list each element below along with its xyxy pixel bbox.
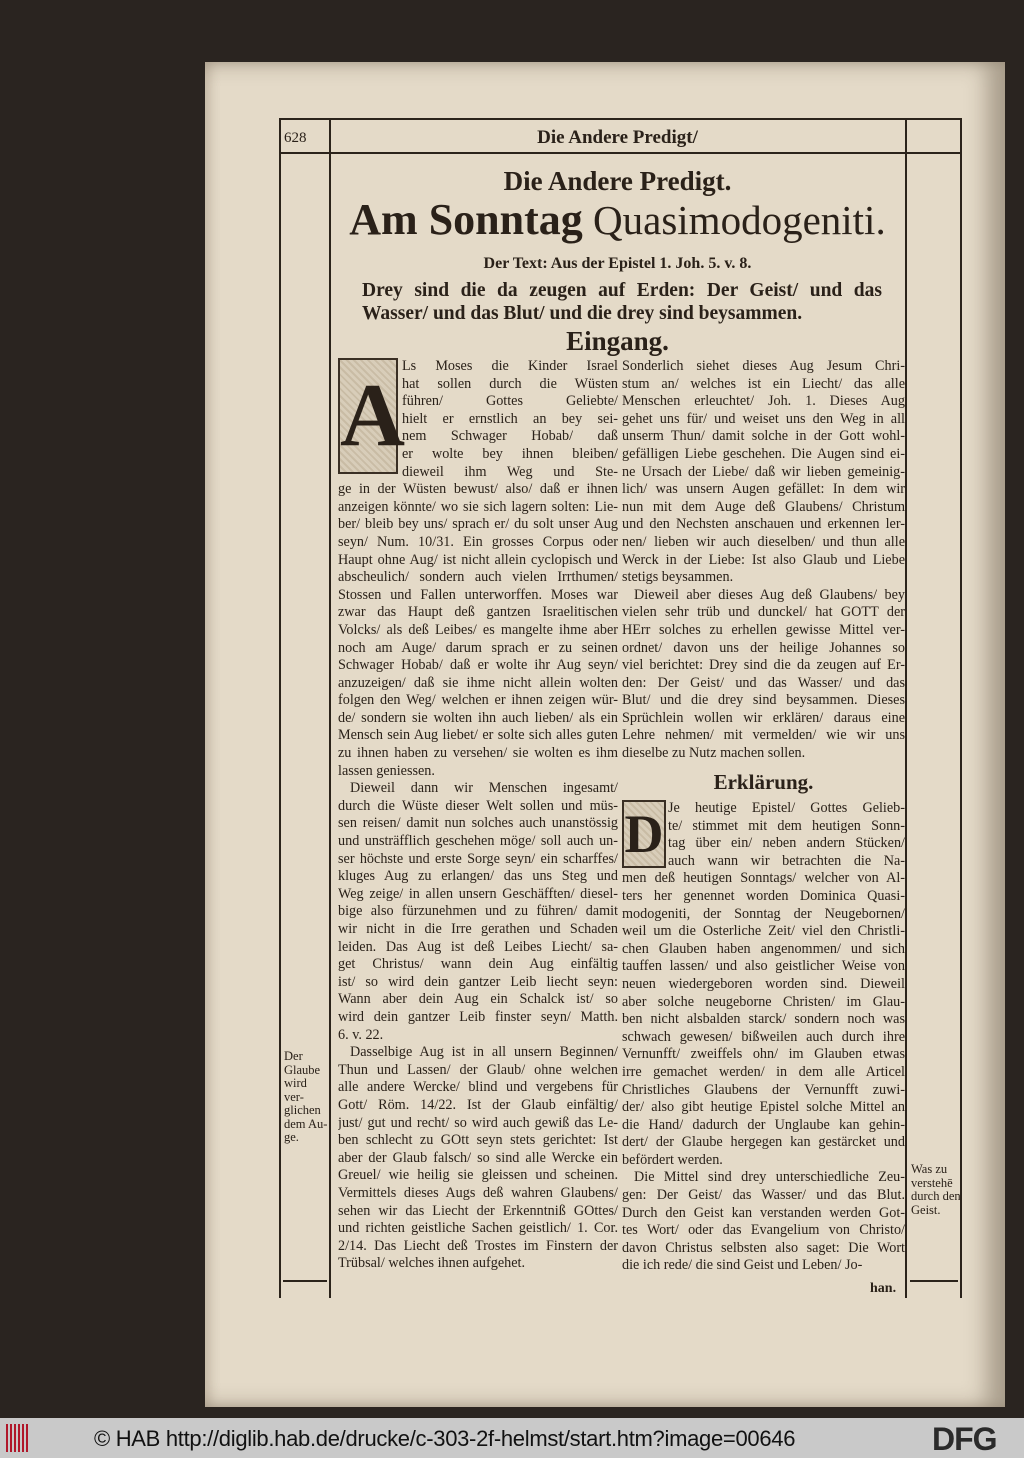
text-line: sen reisen/ damit nun solches auch unanstössig	[338, 815, 618, 832]
text-line: zwar das Haupt deß gantzen Israelitischen	[338, 604, 618, 621]
drop-cap-d: D	[622, 800, 666, 868]
text-line: Werck in der Liebe: Ist also Glaub und Liebe	[622, 551, 905, 568]
text-line: stetigs beysammen.	[622, 569, 734, 586]
text-line: just/ gut und recht/ so wird auch gewiß das Le-	[338, 1114, 618, 1131]
footer-bar	[0, 1418, 1024, 1458]
text-line: schwach gewesen/ bißweilen auch durch ihre	[622, 1028, 905, 1045]
section-heading-erklaerung: Erklärung.	[713, 770, 814, 794]
text-line: abscheulich/ sondern auch vielen Irrthumen/	[338, 569, 618, 586]
text-line: noch am Auge/ darum sprach er zu seinen	[338, 639, 618, 656]
text-line: ordnet/ davon uns der heilige Johannes so	[622, 639, 905, 656]
text-line: wir nicht in die Irre gerathen und Schaden	[338, 921, 618, 937]
text-line: de/ sondern sie wolten ihn auch lieben/ als ein	[338, 709, 618, 726]
text-line: Thun und Lassen/ der Glaub/ ohne welchen	[338, 1061, 618, 1078]
text-line: anzuzeigen/ daß sie ihme nicht allein wolten	[338, 674, 618, 691]
text-line: Volcks/ als deß Leibes/ es mangelte ihme aber	[338, 621, 618, 638]
margin-note-line: Glaube	[284, 1062, 321, 1077]
text-line: ben schlecht zu GOtt seyn stets gerichtet: Ist	[338, 1132, 618, 1149]
text-line: 2/14. Das Liecht deß Trostes im Finstern der	[338, 1237, 618, 1254]
text-line: vielen sehr trüb und dunckel/ hat GOTT der	[622, 604, 905, 621]
text-reference: Der Text: Aus der Epistel 1. Joh. 5. v. 8.	[483, 255, 752, 272]
catchword: han.	[870, 1281, 897, 1296]
text-line: tes Wort/ oder das Evangelium von Christo/	[622, 1222, 905, 1239]
subtitle-bold: Am Sonntag	[349, 195, 583, 244]
text-line: men deß heutigen Sonntags/ welcher von Al-	[622, 870, 905, 887]
text-line: dieweil ihm Weg und Ste-	[402, 463, 618, 480]
bible-verse: Drey sind die da zeugen auf Erden: Der Geist/ und das Wasser/ und das Blut/ und die drey sind beysammen.	[362, 280, 882, 324]
drop-cap-a: A	[338, 358, 398, 474]
text-line: Gott/ Röm. 14/22. Ist der Glaub einfältig/	[338, 1096, 618, 1113]
copyright-link[interactable]: © HAB http://diglib.hab.de/drucke/c-303-2f-helmst/start.htm?image=00646	[94, 1426, 796, 1451]
text-line: Schwager Hobab/ daß er wolte ihr Aug seyn/	[338, 657, 618, 674]
text-line: Blut/ und die drey sind beysammen. Dieses	[622, 692, 905, 709]
text-line: viel berichtet: Drey sind die da zeugen auf Er-	[622, 657, 905, 674]
text-line: dert/ der Glaube hergegen kan gestärcket und	[622, 1134, 905, 1151]
hab-logo-icon	[6, 1424, 30, 1452]
text-line: nen/ lieben wir auch dieselben/ und thun alle	[622, 533, 905, 550]
text-line: Vermittels dieses Augs deß wahren Glaubens/	[338, 1184, 618, 1201]
text-line: Haupt ohne Aug/ ist nicht allein cyclopisch und	[338, 551, 618, 568]
text-line: und unsträfflich geschehen möge/ soll auch un-	[338, 833, 618, 850]
margin-note-line: glichen	[284, 1103, 321, 1117]
margin-note-line: ge.	[284, 1130, 299, 1144]
text-line: befördert werden.	[622, 1151, 723, 1168]
sermon-subtitle	[330, 194, 905, 245]
text-line: leiden. Das Aug ist deß Leibes Liecht/ sa-	[338, 938, 618, 955]
text-left-rule	[329, 118, 331, 1298]
section-heading-eingang: Eingang.	[566, 326, 669, 356]
text-line: aber der Glaub falsch/ so sind alle Wercke ein	[338, 1149, 618, 1166]
text-line: Die Mittel sind drey unterschiedliche Zeu-	[634, 1169, 905, 1186]
text-line: lich/ was unsern Augen gefället: In dem wir	[622, 481, 905, 498]
text-line: Stossen und Fallen unterworffen. Moses war	[338, 586, 618, 603]
text-line: Ls Moses die Kinder Israel	[402, 358, 618, 374]
text-right-rule	[905, 118, 907, 1298]
text-line: durch die Wüste dieser Welt sollen und müs-	[338, 797, 618, 814]
text-line: ge in der Wüsten bewust/ also/ daß er ihnen	[338, 481, 618, 498]
text-line: folgen den Weg/ welchen er ihnen zeigen wür-	[338, 692, 618, 709]
margin-note-line: Der	[284, 1049, 303, 1063]
text-line: HErr solches zu erhellen gewisse Mittel ver-	[622, 621, 905, 638]
text-line: Weg zeige/ in allen unsern Geschäfften/ diesel-	[338, 885, 618, 902]
margin-note-line: wird ver-	[284, 1076, 307, 1104]
text-line: modogeniti, der Sonntag der Neugebornen/	[622, 905, 905, 922]
running-title: Die Andere Predigt/	[537, 127, 698, 148]
header-rule	[279, 152, 961, 154]
text-line: davon Christus selbsten also saget: Die Wort	[622, 1239, 905, 1256]
margin-note-right	[911, 1163, 961, 1217]
text-line: aber solche neugeborne Christen/ im Glau-	[622, 993, 905, 1010]
text-line: Wann aber dein Aug ein Schalck ist/ so	[338, 991, 618, 1008]
dfg-logo: DFG	[932, 1421, 997, 1457]
text-line: stum an/ welches ist ein Liecht/ das alle	[622, 375, 905, 392]
text-line: ne Ursach der Liebe/ daß wir lieben gemeinig-	[622, 463, 905, 480]
text-line: Vernunfft/ zweiffels ohn/ im Glauben etwas	[622, 1046, 905, 1063]
text-line: gefälligen Liebe geschehen. Die Augen sind ei-	[622, 445, 905, 462]
text-line: kluges Aug zu erlangen/ das uns Steg und	[338, 868, 618, 885]
text-line: bige also fürzunehmen und zu führen/ damit	[338, 903, 618, 920]
text-line: Christliches Glaubens der Vernunfft zuwi-	[622, 1081, 905, 1098]
text-line: anzeigen könnte/ wo sie sich lagern solten: Lie-	[338, 498, 618, 515]
text-line: und den Nechsten anschauen und erkennen ler-	[622, 516, 905, 533]
margin-note-line: durch den	[911, 1189, 961, 1203]
text-line: auch wann wir betrachten die Na-	[668, 852, 905, 869]
text-line: Trübsal/ welches ihnen aufgehet.	[338, 1255, 526, 1272]
text-line: wird dein gantzer Leib finster seyn/ Matth.	[338, 1008, 618, 1025]
text-line: gehet uns für/ und weiset uns den Weg in all	[622, 410, 905, 427]
frame-top-rule	[279, 118, 961, 120]
text-line: die Hand/ dadurch der Unglaube kan gehin-	[622, 1116, 905, 1133]
text-line: sehen wir das Liecht der Erkenntniß GOttes/	[338, 1202, 618, 1219]
text-line: dieselbe zu Nutz machen sollen.	[622, 745, 806, 762]
right-column-part1	[622, 358, 905, 763]
text-line: ser höchste und erste Sorge seyn/ ein scharffes/	[338, 850, 618, 867]
text-line: alle andere Wercke/ blind und vergebens für	[338, 1079, 618, 1096]
text-line: neuen wiedergeboren worden sind. Dieweil	[622, 975, 905, 992]
text-line: weil um die Osterliche Zeit/ viel den Christli-	[622, 923, 905, 940]
text-line: hielt er ernstlich an bey sei-	[402, 410, 618, 427]
text-line: ters her genennet worden Dominica Quasi-	[622, 887, 905, 904]
text-line: chen Glauben haben angenommen/ und sich	[622, 940, 905, 957]
text-line: nem Schwager Hobab/ daß	[402, 428, 618, 445]
text-line: Dieweil aber dieses Aug deß Glaubens/ bey	[634, 586, 905, 603]
left-column	[338, 358, 618, 1273]
text-line: Menschen erleuchtet/ Joh. 1. Dieses Aug	[622, 393, 905, 410]
text-line: ben nicht alsbalden starck/ sondern noch was	[622, 1011, 905, 1028]
text-line: irre gemachet werden/ in dem alle Articel	[622, 1063, 905, 1080]
text-line: ber/ bleib bey uns/ sprach er/ du solt unser Aug	[338, 516, 618, 533]
text-line: führen/ Gottes Geliebte/	[402, 393, 618, 410]
text-line: Je heutige Epistel/ Gottes Gelieb-	[668, 800, 905, 816]
text-line: Sonderlich siehet dieses Aug Jesum Chri-	[622, 358, 905, 374]
text-line: nun mit dem Auge deß Glaubens/ Christum	[622, 498, 905, 515]
margin-note-line: Geist.	[911, 1202, 941, 1217]
text-line: Lehre nehmen/ mit vermelden/ wie wir uns	[622, 727, 905, 744]
text-line: unserm Thun/ damit solche in der Gott wohl-	[622, 428, 905, 445]
margin-note-line: dem Au-	[284, 1116, 328, 1131]
page-number: 628	[284, 130, 307, 146]
text-line: gen: Der Geist/ das Wasser/ und das Blut.	[622, 1187, 905, 1204]
bottom-right-rule	[910, 1280, 958, 1282]
text-line: hat sollen durch die Wüsten	[402, 375, 618, 392]
text-line: zu ihnen haben zu versehen/ sie wolten es ihm	[338, 745, 618, 762]
frame-left-rule	[279, 118, 281, 1298]
text-line: den: Der Geist/ und das Wasser/ und das	[622, 674, 905, 691]
subtitle-latin: Quasimodogeniti.	[593, 197, 886, 243]
text-line: ist/ so wird dein gantzer Leib liecht seyn:	[338, 973, 618, 990]
right-column-part2	[622, 800, 905, 1275]
text-line: Durch den Geist kan verstanden werden Got-	[622, 1204, 905, 1221]
text-line: Sprüchlein wollen wir erklären/ daraus eine	[622, 709, 905, 726]
text-line: Dasselbige Aug ist in all unsern Beginnen/	[350, 1044, 618, 1061]
text-line: Mensch sein Aug liebet/ er solte sich alles guten	[338, 727, 618, 744]
text-line: Dieweil dann wir Menschen ingesamt/	[350, 780, 618, 797]
text-line: Greuel/ wie heilig sie gleissen und scheinen.	[338, 1167, 618, 1184]
text-line: 6. v. 22.	[338, 1026, 384, 1043]
text-line: get Christus/ wann dein Aug einfältig	[338, 956, 618, 973]
text-line: und richten geistliche Sachen geistlich/ 1. Cor.	[338, 1220, 618, 1237]
margin-note-left	[284, 1050, 328, 1145]
text-line: tauffen lassen/ und also geistlicher Weise von	[622, 958, 905, 975]
sermon-title: Die Andere Predigt.	[503, 166, 732, 196]
text-line: seyn/ Num. 10/31. Ein grosses Corpus oder	[338, 533, 618, 550]
margin-note-line: verstehē	[911, 1175, 953, 1190]
bottom-left-rule	[283, 1280, 327, 1282]
text-line: tag über ein/ neben andern Stücken/	[668, 835, 905, 852]
text-line: er wolte bey ihnen bleiben/	[402, 445, 618, 462]
text-line: der/ also gibt heutige Epistel solche Mittel an	[622, 1099, 905, 1116]
margin-note-line: Was zu	[911, 1162, 948, 1176]
frame-right-rule	[960, 118, 962, 1298]
text-line: te/ stimmet mit dem heutigen Sonn-	[668, 817, 905, 834]
text-line: die ich rede/ die sind Geist und Leben/ Jo-	[622, 1257, 863, 1274]
text-line: lassen geniessen.	[338, 762, 435, 779]
